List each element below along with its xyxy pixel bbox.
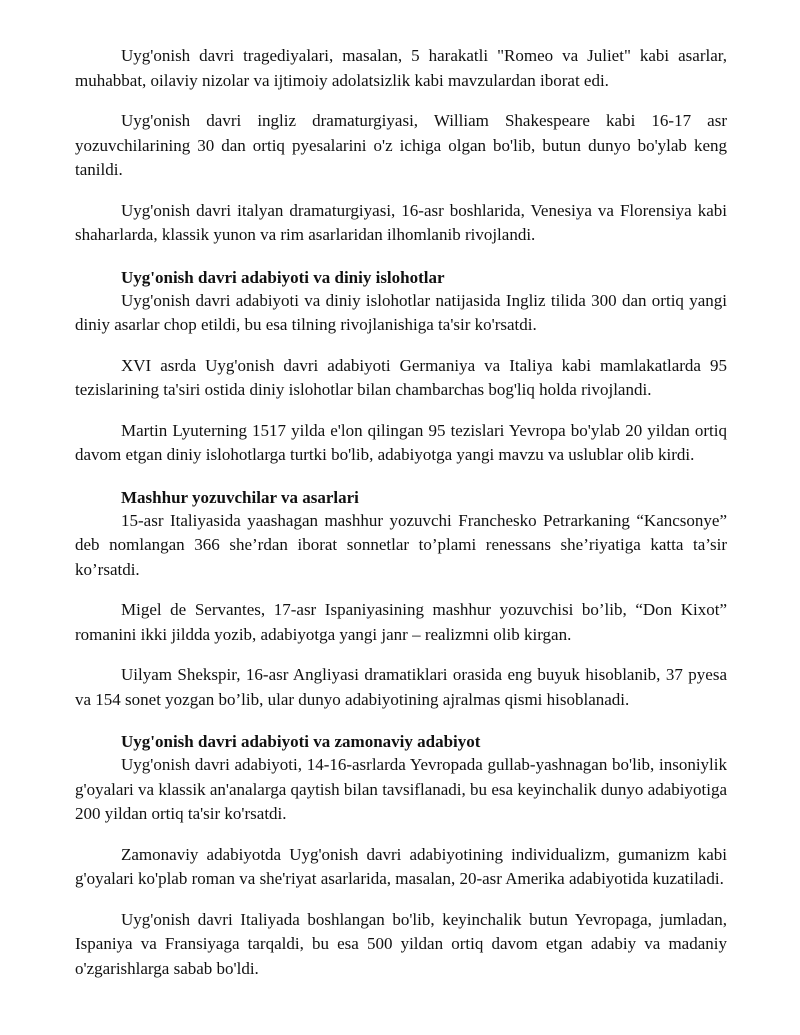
section-heading: Uyg'onish davri adabiyoti va zamonaviy adabiyot xyxy=(121,732,481,751)
paragraph: Martin Lyuterning 1517 yilda e'lon qilingan 95 tezislari Yevropa bo'ylab 20 yildan ortiq davom etgan diniy islohotlarga turtki bo'lib, adabiyotga yangi mavzu va uslublar olib kirdi. xyxy=(75,420,727,464)
paragraph: Uyg'onish davri tragediyalari, masalan, 5 harakatli "Romeo va Juliet" kabi asarlar, muhabbat, oilaviy nizolar va ijtimoiy adolatsizlik kabi mavzulardan iborat edi. xyxy=(75,46,727,90)
paragraph: Uyg'onish davri adabiyoti, 14-16-asrlarda Yevropada gullab-yashnagan bo'lib, insoniylik g'oyalari va klassik an'analarga qaytish bilan tavsiflanadi, bu esa keyinchalik dunyo adabiyotiga 200 yildan ortiq ta'sir ko'rsatdi. xyxy=(75,755,727,823)
paragraph: Uyg'onish davri italyan dramaturgiyasi, 16-asr boshlarida, Venesiya va Florensiya kabi shaharlarda, klassik yunon va rim asarlaridan ilhomlanib rivojlandi. xyxy=(75,200,727,244)
section-heading: Mashhur yozuvchilar va asarlari xyxy=(121,487,359,507)
paragraph: XVI asrda Uyg'onish davri adabiyoti Germaniya va Italiya kabi mamlakatlarda 95 tezislarining ta'siri ostida diniy islohotlar bilan chambarchas bog'liq holda rivojlandi. xyxy=(75,355,727,399)
paragraph: Uyg'onish davri Italiyada boshlangan bo'lib, keyinchalik butun Yevropaga, jumladan, Ispaniya va Fransiyaga tarqaldi, bu esa 500 yildan ortiq davom etgan adabiy va madaniy o'zgarishlarga sabab bo'ldi. xyxy=(75,909,727,978)
paragraph: Uilyam Shekspir, 16-asr Angliyasi dramatiklari orasida eng buyuk hisoblanib, 37 pyesa va 154 sonet yozgan bo’lib, ular dunyo adabiyotining ajralmas qismi hisoblanadi. xyxy=(75,665,727,709)
paragraph: Zamonaviy adabiyotda Uyg'onish davri adabiyotining individualizm, gumanizm kabi g'oyalari ko'plab roman va she'riyat asarlarida, masalan, 20-asr Amerika adabiyotida kuzatiladi. xyxy=(75,844,727,888)
section-heading: Uyg'onish davri adabiyoti va diniy islohotlar xyxy=(121,267,445,287)
paragraph: Uyg'onish davri adabiyoti va diniy islohotlar natijasida Ingliz tilida 300 dan ortiq yangi diniy asarlar chop etildi, bu esa tilning rivojlanishiga ta'sir ko'rsatdi. xyxy=(75,290,727,334)
paragraph: 15-asr Italiyasida yaashagan mashhur yozuvchi Franchesko Petrarkaning “Kancsonye” deb nomlangan 366 she’rdan iborat sonnetlar to’plami renessans she’riyatiga katta ta’sir ko’rsatdi. xyxy=(75,510,727,579)
paragraph: Uyg'onish davri ingliz dramaturgiyasi, William Shakespeare kabi 16-17 asr yozuvchilarining 30 dan ortiq pyesalarini o'z ichiga olgan bo'lib, butun dunyo bo'ylab keng tanildi. xyxy=(75,111,727,179)
paragraph: Migel de Servantes, 17-asr Ispaniyasining mashhur yozuvchisi bo’lib, “Don Kixot” romanini ikki jildda yozib, adabiyotga yangi janr – realizmni olib kirgan. xyxy=(75,600,727,644)
